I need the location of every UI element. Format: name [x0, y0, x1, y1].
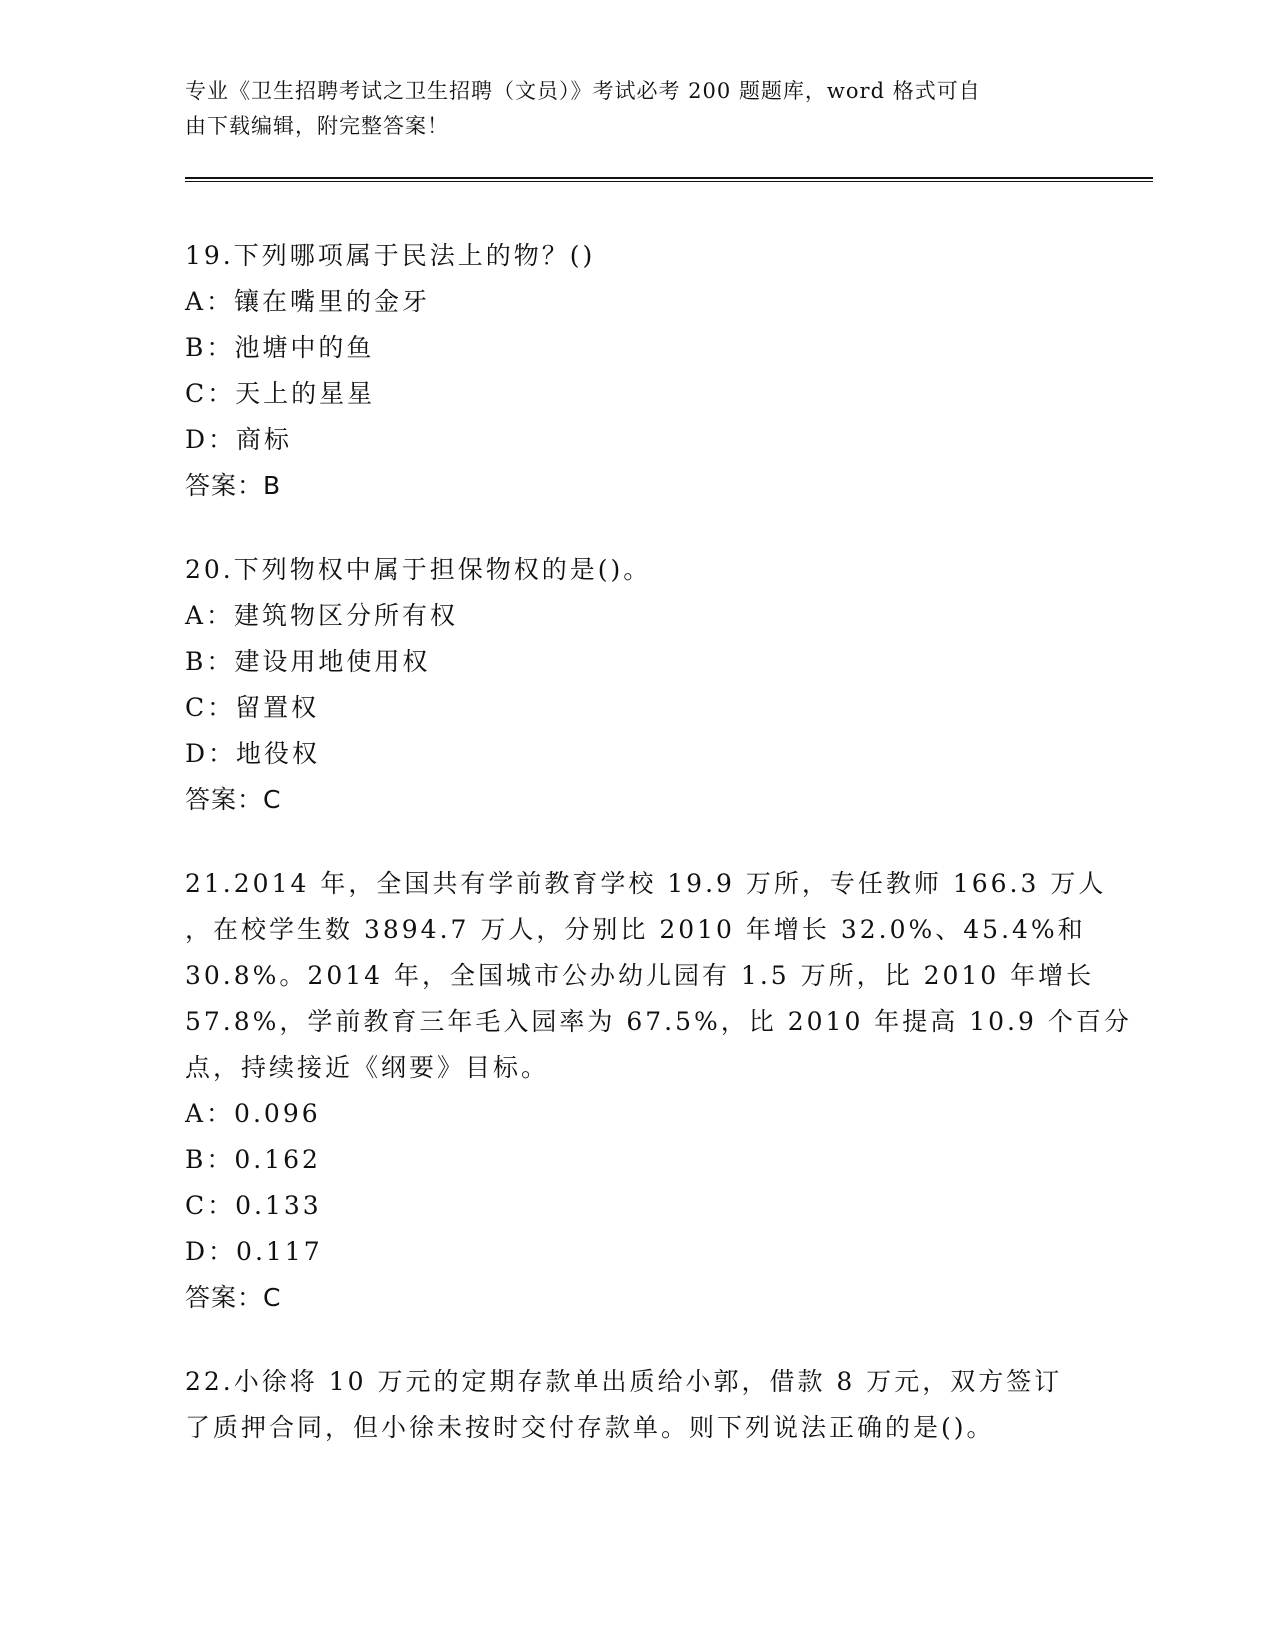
option-d: D：0.117: [185, 1237, 323, 1266]
question-stem: 20.下列物权中属于担保物权的是()。: [185, 555, 652, 584]
document-header: [185, 74, 1085, 144]
option-b: B：池塘中的鱼: [185, 333, 375, 362]
header-line-2: 由下载编辑，附完整答案！: [185, 114, 449, 138]
option-d: D：地役权: [185, 739, 321, 768]
question-stem-line: 了质押合同，但小徐未按时交付存款单。则下列说法正确的是()。: [185, 1413, 995, 1442]
header-line-1: 专业《卫生招聘考试之卫生招聘（文员）》考试必考 200 题题库，word 格式可自: [185, 79, 981, 103]
question-21: [185, 861, 1155, 1321]
question-list: [185, 233, 1155, 1489]
question-stem: 19.下列哪项属于民法上的物？(): [185, 241, 596, 270]
option-c: C：天上的星星: [185, 379, 376, 408]
question-stem-line: 点，持续接近《纲要》目标。: [185, 1053, 550, 1082]
header-divider: [185, 177, 1153, 182]
question-stem-line: 21.2014 年，全国共有学前教育学校 19.9 万所，专任教师 166.3 万人: [185, 869, 1107, 898]
option-a: A：0.096: [185, 1099, 321, 1128]
option-c: C：留置权: [185, 693, 320, 722]
option-a: A：建筑物区分所有权: [185, 601, 459, 630]
question-stem-line: 57.8%，学前教育三年毛入园率为 67.5%，比 2010 年提高 10.9 个百分: [185, 1007, 1132, 1036]
option-c: C：0.133: [185, 1191, 322, 1220]
question-stem-line: 22.小徐将 10 万元的定期存款单出质给小郭，借款 8 万元，双方签订: [185, 1367, 1063, 1396]
question-22: [185, 1359, 1155, 1451]
option-b: B：0.162: [185, 1145, 321, 1174]
answer-line: 答案：C: [185, 785, 282, 814]
question-stem-line: ，在校学生数 3894.7 万人，分别比 2010 年增长 32.0%、45.4%和: [185, 915, 1086, 944]
option-b: B：建设用地使用权: [185, 647, 431, 676]
question-stem-line: 30.8%。2014 年，全国城市公办幼儿园有 1.5 万所，比 2010 年增长: [185, 961, 1095, 990]
option-a: A：镶在嘴里的金牙: [185, 287, 431, 316]
answer-line: 答案：B: [185, 471, 282, 500]
question-19: [185, 233, 1155, 509]
question-20: [185, 547, 1155, 823]
option-d: D：商标: [185, 425, 293, 454]
answer-line: 答案：C: [185, 1283, 282, 1312]
